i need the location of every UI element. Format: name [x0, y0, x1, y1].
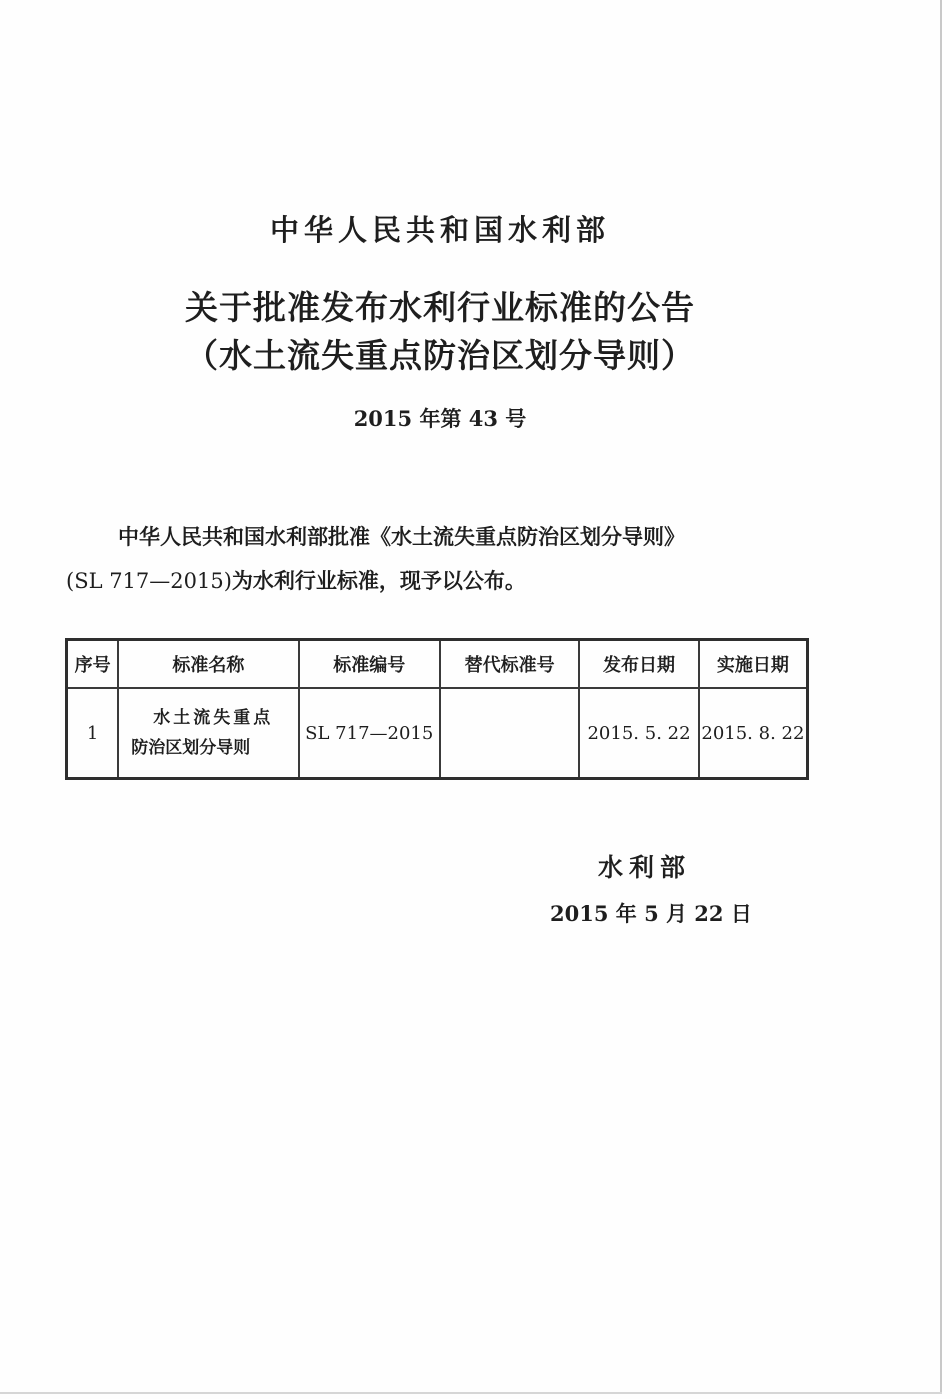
announcement-title: 关于批准发布水利行业标准的公告 — [185, 288, 695, 327]
table-row — [67, 688, 808, 779]
cell-name-line2: 防治区划分导则 — [131, 738, 251, 758]
signature-date: 2015 年 5 月 22 日 — [550, 901, 752, 926]
cell-effective-date: 2015. 8. 22 — [699, 688, 808, 779]
issue-number: 2015 年第 43 号 — [353, 406, 527, 431]
cell-name-line1: 水土流失重点 — [153, 708, 274, 728]
cell-index: 1 — [67, 688, 119, 779]
header-replaces: 替代标准号 — [440, 640, 579, 689]
page-edge-right — [940, 0, 942, 1394]
body-line-2: 为水利行业标准，现予以公布。 — [231, 569, 526, 593]
table-header-row — [67, 640, 808, 689]
issuing-ministry: 中华人民共和国水利部 — [269, 213, 610, 247]
header-name: 标准名称 — [118, 640, 298, 689]
announcement-body — [66, 515, 826, 603]
header-effective-date: 实施日期 — [699, 640, 808, 689]
standard-code-ref: (SL 717—2015) — [66, 569, 232, 593]
cell-replaces — [440, 688, 579, 779]
signature-organization: 水利部 — [598, 853, 692, 882]
body-line-1: 中华人民共和国水利部批准《水土流失重点防治区划分导则》 — [118, 525, 685, 549]
header-code: 标准编号 — [299, 640, 440, 689]
page-edge-bottom — [0, 1392, 942, 1394]
cell-publish-date: 2015. 5. 22 — [579, 688, 699, 779]
cell-name — [118, 688, 298, 779]
header-publish-date: 发布日期 — [579, 640, 699, 689]
cell-code: SL 717—2015 — [299, 688, 440, 779]
standards-table — [65, 638, 809, 780]
announcement-subtitle: （水土流失重点防治区划分导则） — [185, 336, 695, 375]
header-index: 序号 — [67, 640, 119, 689]
